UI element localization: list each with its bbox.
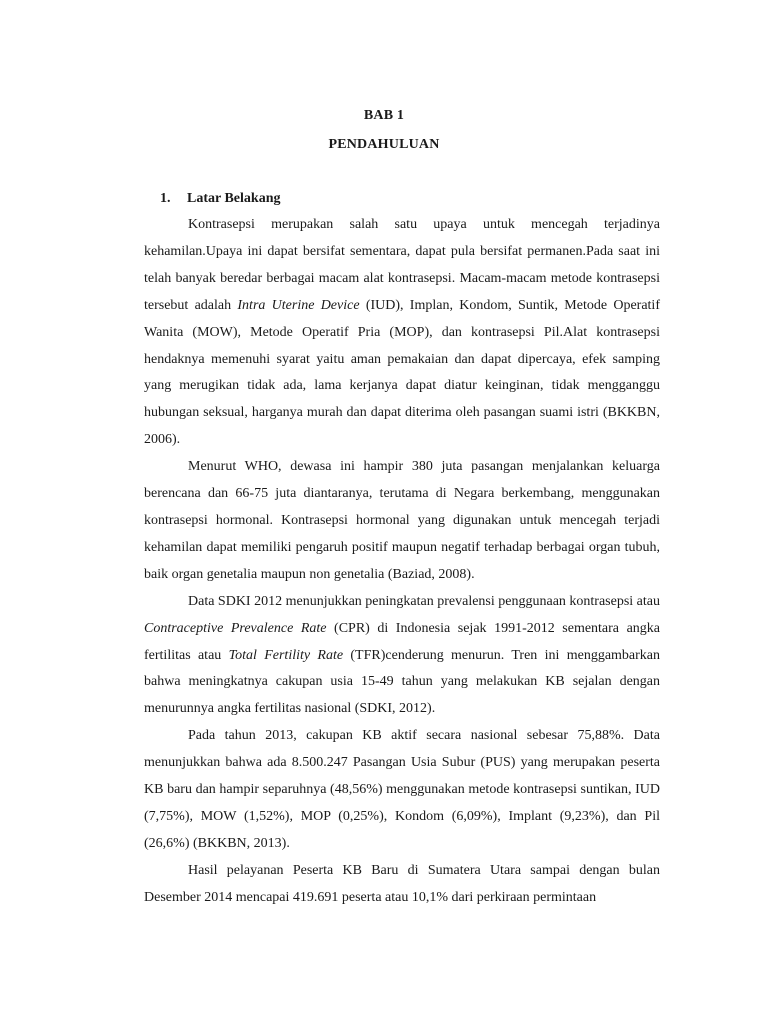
- paragraph-text: (TFR)cenderung menurun. Tren ini menggambarkan bahwa meningkatnya cakupan usia 15-49 tahun yang melakukan KB sejalan dengan menurunnya angka fertilitas nasional (SDKI, 2012).: [144, 647, 661, 717]
- paragraph-3: [144, 589, 660, 724]
- section-title: Latar Belakang: [187, 191, 281, 206]
- paragraph-text: Kontrasepsi merupakan salah satu upaya untuk mencegah terjadinya kehamilan.Upaya ini dapat bersifat sementara, dapat pula bersifat permanen.Pada saat ini telah banyak beredar berbagai macam alat kontrasepsi. Macam-macam metode kontrasepsi tersebut adalah: [144, 217, 660, 313]
- paragraph-text: (IUD), Implan, Kondom, Suntik, Metode Operatif Wanita (MOW), Metode Operatif Pria (MOP), dan kontrasepsi Pil.Alat kontrasepsi hendaknya memenuhi syarat yaitu aman pemakaian dan dapat dipercaya, efek samping yang merugikan tidak ada, lama kerjanya dapat diatur keinginan, tidak mengganggu hubungan seksual, harganya murah dan dapat diterima oleh pasangan suami istri (BKKBN, 2006).: [144, 297, 660, 448]
- section-number: 1.: [160, 191, 171, 206]
- paragraph-text: Menurut WHO, dewasa ini hampir 380 juta pasangan menjalankan keluarga berencana dan 66-75 juta diantaranya, terutama di Negara berkembang, menggunakan kontrasepsi hormonal. Kontrasepsi hormonal yang digunakan untuk mencegah terjadi kehamilan dapat memiliki pengaruh positif maupun negatif terhadap berbagai organ tubuh, baik organ genetalia maupun non genetalia (Baziad, 2008).: [144, 459, 660, 582]
- paragraph-4: [144, 723, 660, 858]
- paragraph-text: Data SDKI 2012 menunjukkan peningkatan prevalensi penggunaan kontrasepsi atau: [188, 593, 660, 609]
- italic-term: Contraceptive Prevalence Rate: [144, 620, 327, 636]
- section-heading: [160, 191, 280, 207]
- paragraph-5: [144, 858, 660, 912]
- paragraph-1: [144, 212, 660, 454]
- italic-term: Total Fertility Rate: [228, 647, 344, 663]
- chapter-number: BAB 1: [363, 108, 405, 123]
- italic-term: Intra Uterine Device: [237, 297, 360, 313]
- paragraph-text: Hasil pelayanan Peserta KB Baru di Sumatera Utara sampai dengan bulan Desember 2014 mencapai 419.691 peserta atau 10,1% dari perkiraan permintaan: [144, 862, 660, 905]
- paragraph-text: (CPR) di Indonesia sejak 1991-2012 sementara angka fertilitas atau: [144, 620, 660, 663]
- chapter-title: PENDAHULUAN: [328, 137, 440, 152]
- paragraph-text: Pada tahun 2013, cakupan KB aktif secara nasional sebesar 75,88%. Data menunjukkan bahwa ada 8.500.247 Pasangan Usia Subur (PUS) yang merupakan peserta KB baru dan hampir separuhnya (48,56%) menggunakan metode kontrasepsi suntikan, IUD (7,75%), MOW (1,52%), MOP (0,25%), Kondom (6,09%), Implant (9,23%), dan Pil (26,6%) (BKKBN, 2013).: [144, 728, 660, 851]
- paragraph-2: [144, 454, 660, 589]
- body-text: [144, 212, 660, 912]
